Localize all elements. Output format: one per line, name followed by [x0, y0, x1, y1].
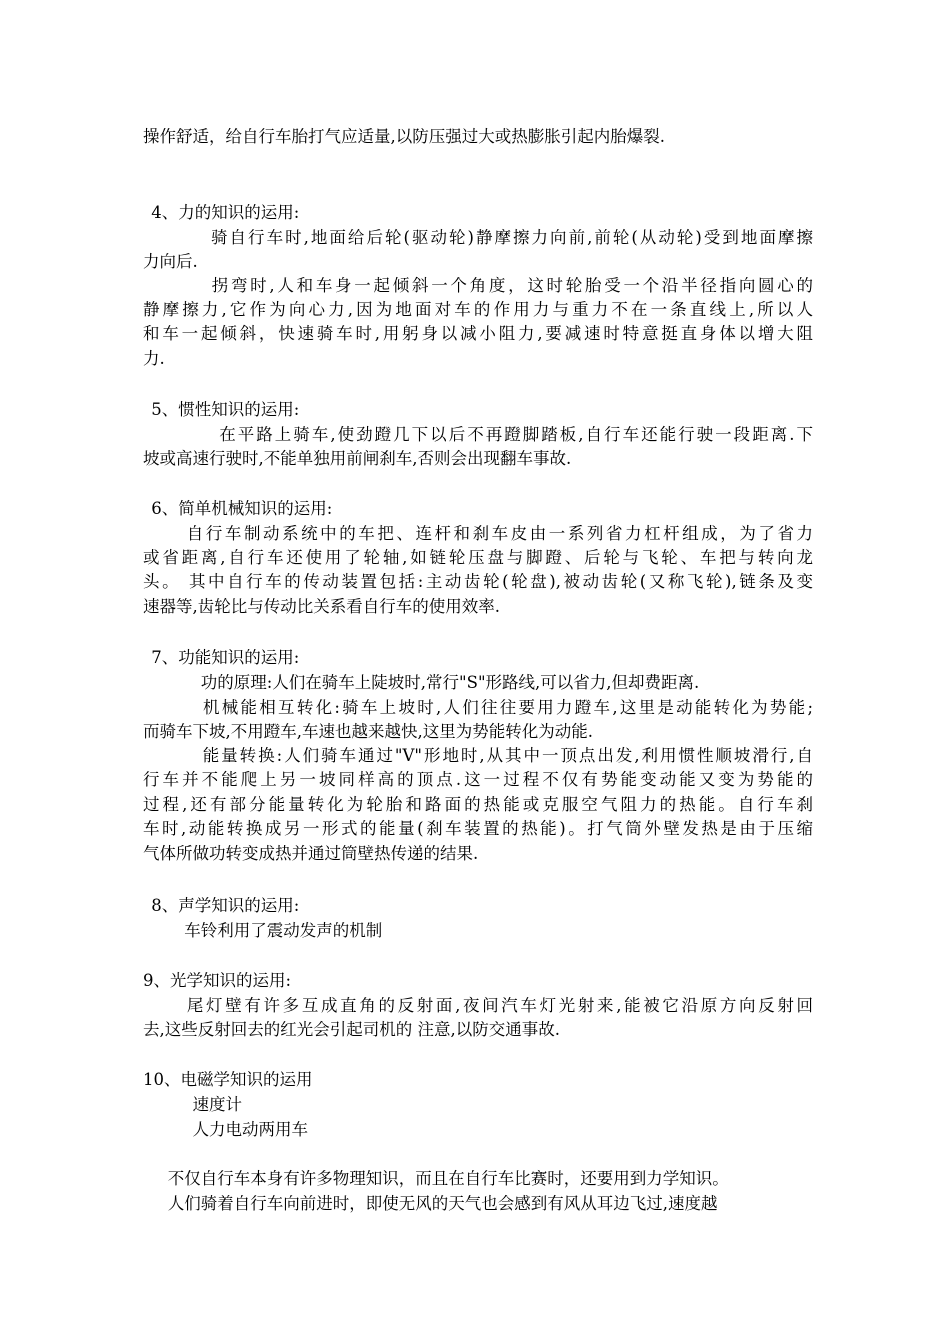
section-heading-force: 4、力的知识的运用: — [151, 203, 300, 222]
section-heading-inertia: 5、惯性知识的运用: — [151, 400, 300, 419]
paragraph-line: 车时,动能转换成另一形式的能量(刹车装置的热能)。打气筒外壁发热是由于压缩 — [143, 819, 813, 838]
section-heading-optics: 9、光学知识的运用: — [143, 971, 292, 990]
list-item: 人力电动两用车 — [192, 1120, 308, 1139]
paragraph-line: 气体所做功转变成热并通过筒壁热传递的结果. — [143, 844, 479, 863]
paragraph-line: 或省距离,自行车还使用了轮轴,如链轮压盘与脚蹬、后轮与飞轮、车把与转向龙 — [143, 548, 813, 567]
paragraph-line: 力. — [143, 349, 165, 368]
paragraph-line: 人们骑着自行车向前进时，即使无风的天气也会感到有风从耳边飞过,速度越 — [167, 1194, 718, 1213]
paragraph-line: 力向后. — [143, 252, 198, 271]
paragraph-line: 行车并不能爬上另一坡同样高的顶点.这一过程不仅有势能变动能又变为势能的 — [143, 770, 813, 789]
paragraph-line: 功的原理:人们在骑车上陡坡时,常行"S"形路线,可以省力,但却费距离. — [200, 673, 700, 692]
paragraph-line: 机械能相互转化:骑车上坡时,人们往往要用力蹬车,这里是动能转化为势能; — [200, 698, 813, 717]
paragraph-line: 能量转换:人们骑车通过"V"形地时,从其中一顶点出发,利用惯性顺坡滑行,自 — [200, 746, 813, 765]
list-item: 速度计 — [192, 1095, 242, 1114]
paragraph-line: 不仅自行车本身有许多物理知识，而且在自行车比赛时，还要用到力学知识。 — [167, 1169, 729, 1188]
section-heading-simple-machines: 6、简单机械知识的运用: — [151, 499, 333, 518]
paragraph-line: 骑自行车时,地面给后轮(驱动轮)静摩擦力向前,前轮(从动轮)受到地面摩擦 — [209, 228, 813, 247]
paragraph-line: 车铃利用了震动发声的机制 — [184, 921, 383, 940]
paragraph-line: 而骑车下坡,不用蹬车,车速也越来越快,这里为势能转化为动能. — [143, 722, 593, 741]
paragraph-line: 去,这些反射回去的红光会引起司机的 注意,以防交通事故. — [143, 1020, 560, 1039]
paragraph-line: 过程,还有部分能量转化为轮胎和路面的热能或克服空气阻力的热能。自行车刹 — [143, 795, 813, 814]
section-heading-acoustics: 8、声学知识的运用: — [151, 896, 300, 915]
paragraph-line: 坡或高速行驶时,不能单独用前闸刹车,否则会出现翻车事故. — [143, 449, 572, 468]
paragraph-line: 速器等,齿轮比与传动比关系看自行车的使用效率. — [143, 597, 500, 616]
paragraph-line: 在平路上骑车,使劲蹬几下以后不再蹬脚踏板,自行车还能行驶一段距离.下 — [217, 425, 813, 444]
paragraph-line: 操作舒适，给自行车胎打气应适量,以防压强过大或热膨胀引起内胎爆裂. — [143, 127, 665, 146]
paragraph-line: 头。 其中自行车的传动装置包括:主动齿轮(轮盘),被动齿轮(又称飞轮),链条及变 — [143, 572, 813, 591]
paragraph-line: 自行车制动系统中的车把、连杆和刹车皮由一系列省力杠杆组成，为了省力 — [184, 524, 813, 543]
paragraph-line: 尾灯壁有许多互成直角的反射面,夜间汽车灯光射来,能被它沿原方向反射回 — [184, 996, 813, 1015]
paragraph-line: 静摩擦力,它作为向心力,因为地面对车的作用力与重力不在一条直线上,所以人 — [143, 300, 813, 319]
paragraph-line: 拐弯时,人和车身一起倾斜一个角度，这时轮胎受一个沿半径指向圆心的 — [209, 276, 813, 295]
section-heading-electromagnetism: 10、电磁学知识的运用 — [143, 1070, 313, 1089]
paragraph-line: 和车一起倾斜，快速骑车时,用躬身以减小阻力,要减速时特意挺直身体以增大阻 — [143, 324, 813, 343]
section-heading-work-energy: 7、功能知识的运用: — [151, 648, 300, 667]
